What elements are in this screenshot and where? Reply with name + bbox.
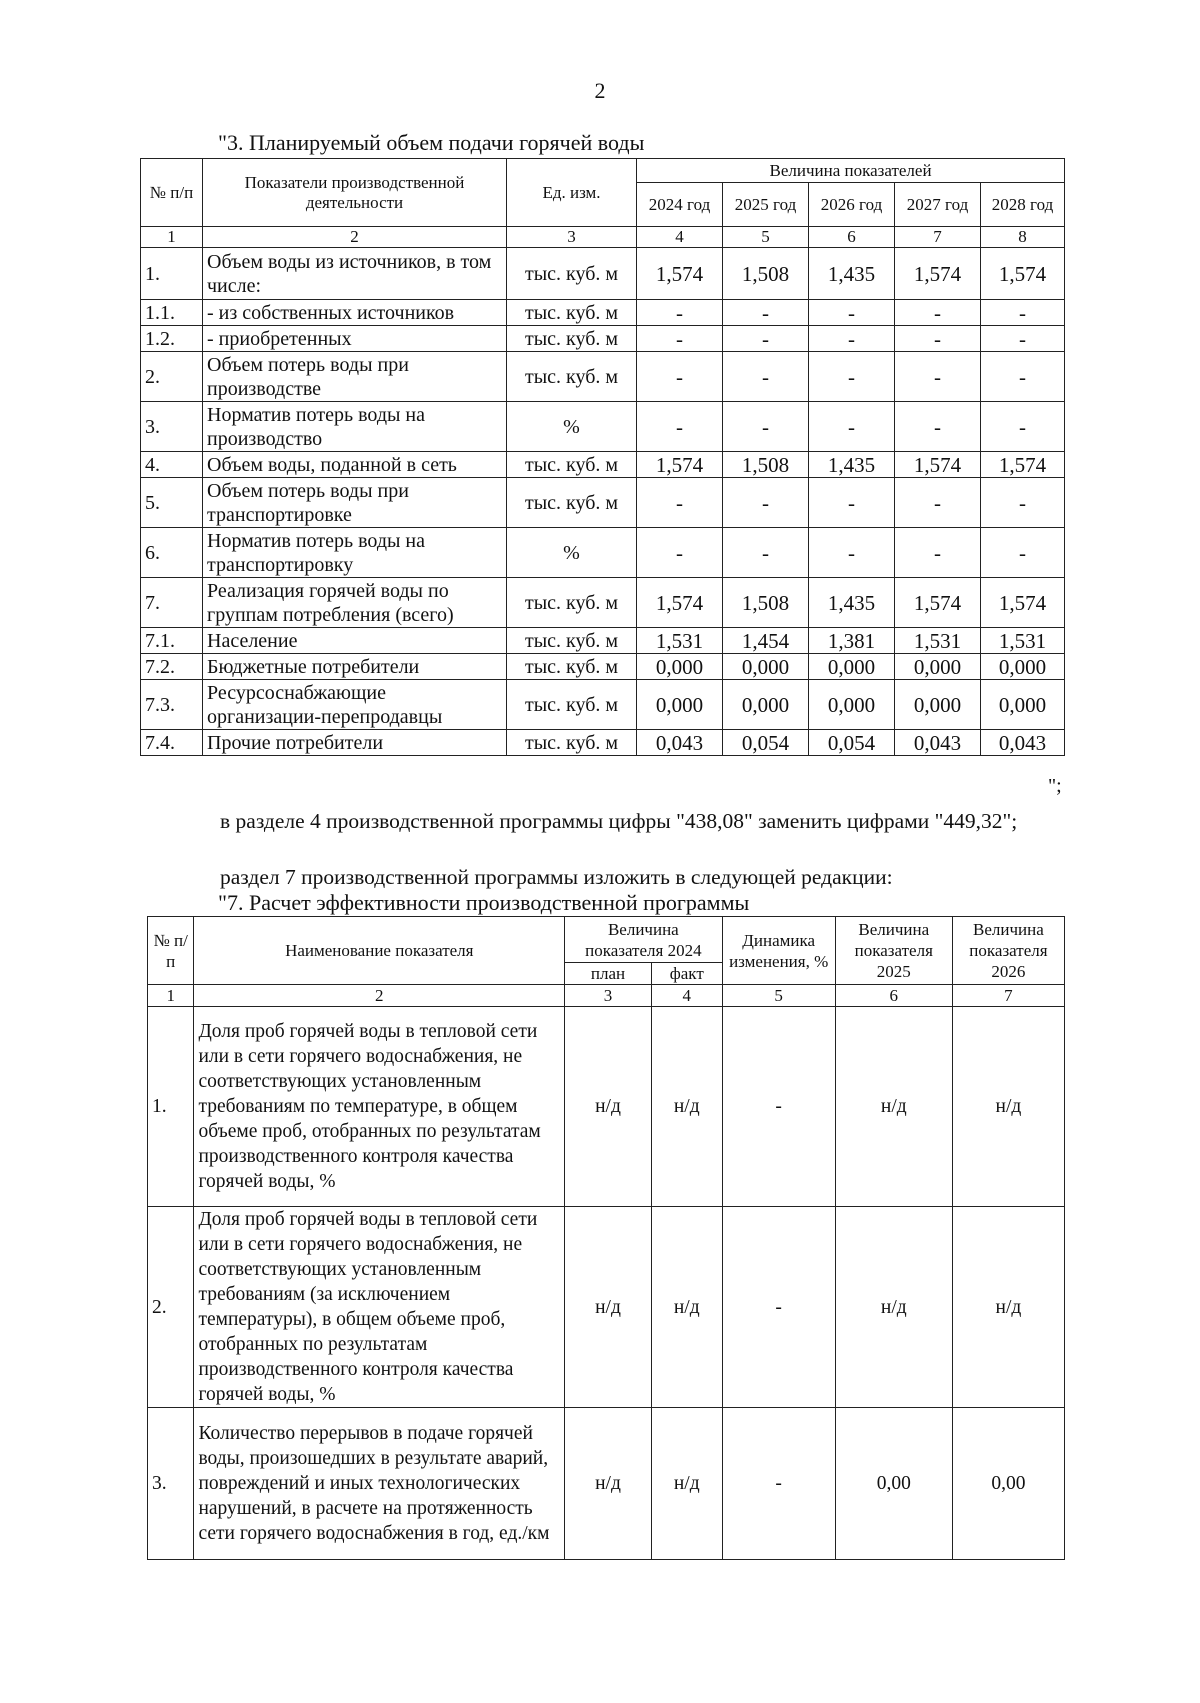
header-indicator: Показатели производственной деятельности [203,159,507,227]
header-name: Наименование показателя [194,917,565,985]
row-value: - [809,326,895,352]
table-row [141,478,1065,528]
row-value: - [981,478,1065,528]
row-value: - [723,478,809,528]
col-number: 2 [194,985,565,1007]
row-indicator-name: Реализация горячей воды по группам потребления (всего) [203,578,507,628]
row-number: 1.1. [141,300,203,326]
row-number: 7.3. [141,680,203,730]
row-indicator-name: Объем воды из источников, в том числе: [203,248,507,300]
row-value: - [895,478,981,528]
col-number: 6 [809,227,895,248]
row-number: 1.2. [141,326,203,352]
row-number: 6. [141,528,203,578]
row-value: - [981,528,1065,578]
table-row [141,528,1065,578]
row-unit: тыс. куб. м [507,452,637,478]
row-number: 3. [148,1408,194,1560]
table-row [141,300,1065,326]
row-plan: н/д [565,1408,652,1560]
col-number: 6 [835,985,952,1007]
row-value: - [637,352,723,402]
row-value: 1,508 [723,452,809,478]
row-value: - [723,402,809,452]
row-value: - [809,402,895,452]
table-row [141,654,1065,680]
col-number: 1 [141,227,203,248]
row-number: 5. [141,478,203,528]
row-unit: тыс. куб. м [507,478,637,528]
row-number: 7.2. [141,654,203,680]
row-value: 0,000 [637,680,723,730]
col-number: 5 [722,985,835,1007]
col-number: 7 [895,227,981,248]
row-value: - [895,402,981,452]
row-value: - [981,352,1065,402]
row-value: 0,054 [809,730,895,756]
col-number: 4 [651,985,722,1007]
row-value: 1,574 [637,248,723,300]
col-number: 2 [203,227,507,248]
row-number: 7.4. [141,730,203,756]
row-value-2025: н/д [835,1007,952,1207]
row-indicator-name: Ресурсоснабжающие организации-перепродавцы [203,680,507,730]
row-value: - [895,528,981,578]
row-indicator-name: Население [203,628,507,654]
row-value: - [895,352,981,402]
row-indicator-name: Объем воды, поданной в сеть [203,452,507,478]
row-value: 0,000 [895,680,981,730]
row-value: 0,054 [723,730,809,756]
row-value: 0,043 [895,730,981,756]
col-number: 4 [637,227,723,248]
page-number: 2 [594,78,606,103]
row-dynamics: - [722,1007,835,1207]
row-value: 0,000 [809,654,895,680]
row-unit: тыс. куб. м [507,300,637,326]
header-values-group: Величина показателей [637,159,1065,183]
header-dynamics: Динамика изменения, % [722,917,835,985]
row-number: 7. [141,578,203,628]
row-value-2025: н/д [835,1207,952,1408]
row-value: 1,574 [981,452,1065,478]
row-value: - [895,300,981,326]
table-row [148,1408,1065,1560]
row-number: 2. [141,352,203,402]
row-indicator-name: Бюджетные потребители [203,654,507,680]
header-unit: Ед. изм. [507,159,637,227]
header-num: № п/п [141,159,203,227]
row-value: 1,531 [895,628,981,654]
row-value: - [637,402,723,452]
row-value: - [723,352,809,402]
header-year: 2026 год [809,183,895,227]
row-fact: н/д [651,1007,722,1207]
row-number: 4. [141,452,203,478]
header-year: 2024 год [637,183,723,227]
row-value: - [809,478,895,528]
header-fact: факт [651,963,722,985]
row-indicator-name: Объем потерь воды при транспортировке [203,478,507,528]
row-indicator-name: - приобретенных [203,326,507,352]
row-value: 0,000 [981,680,1065,730]
table1-title: "3. Планируемый объем подачи горячей воды [218,130,645,155]
row-indicator-name: Норматив потерь воды на производство [203,402,507,452]
row-unit: тыс. куб. м [507,578,637,628]
row-value: 1,454 [723,628,809,654]
row-number: 1. [141,248,203,300]
col-number: 1 [148,985,194,1007]
table-row [141,578,1065,628]
row-value: - [637,326,723,352]
row-indicator-name: Доля проб горячей воды в тепловой сети или в сети горячего водоснабжения, не соответствующих установленным требованиям по температуре, в общем объеме проб, отобранных по результатам производственного контроля качества горячей воды, % [194,1007,565,1207]
table-row [141,352,1065,402]
row-value: 0,043 [981,730,1065,756]
table2-title: "7. Расчет эффективности производственной программы [218,890,750,915]
row-indicator-name: Количество перерывов в подаче горячей воды, произошедших в результате аварий, повреждений и иных технологических нарушений, в расчете на протяженность сети горячего водоснабжения в год, ед./км [194,1408,565,1560]
efficiency-table [147,916,1065,1560]
row-value: 0,000 [981,654,1065,680]
row-value: 1,508 [723,578,809,628]
header-plan: план [565,963,652,985]
row-indicator-name: Объем потерь воды при производстве [203,352,507,402]
row-value: 1,574 [895,578,981,628]
row-plan: н/д [565,1207,652,1408]
row-value: - [723,528,809,578]
table-row [141,628,1065,654]
header-year: 2027 год [895,183,981,227]
row-value-2026: н/д [952,1007,1064,1207]
row-value-2026: н/д [952,1207,1064,1408]
row-value: 1,435 [809,248,895,300]
row-plan: н/д [565,1007,652,1207]
row-value: 1,381 [809,628,895,654]
row-value: - [981,402,1065,452]
row-unit: % [507,402,637,452]
header-value-2025: Величина показателя 2025 [835,917,952,985]
row-value: 1,531 [981,628,1065,654]
table-row [141,248,1065,300]
row-value: - [981,326,1065,352]
row-value: - [723,326,809,352]
row-number: 1. [148,1007,194,1207]
row-unit: % [507,528,637,578]
row-value: 0,000 [809,680,895,730]
row-value-2025: 0,00 [835,1408,952,1560]
row-value: - [637,300,723,326]
row-value: 1,574 [981,578,1065,628]
row-value: 1,574 [637,452,723,478]
row-indicator-name: Норматив потерь воды на транспортировку [203,528,507,578]
row-number: 2. [148,1207,194,1408]
row-indicator-name: - из собственных источников [203,300,507,326]
row-value: 1,574 [637,578,723,628]
row-value: - [809,300,895,326]
row-fact: н/д [651,1207,722,1408]
header-num: № п/п [148,917,194,985]
header-year: 2028 год [981,183,1065,227]
paragraph-section7: раздел 7 производственной программы изложить в следующей редакции: [220,865,893,889]
row-value-2026: 0,00 [952,1408,1064,1560]
header-year: 2025 год [723,183,809,227]
row-unit: тыс. куб. м [507,352,637,402]
row-unit: тыс. куб. м [507,628,637,654]
row-value: 0,043 [637,730,723,756]
row-value: - [981,300,1065,326]
row-number: 3. [141,402,203,452]
col-number: 3 [565,985,652,1007]
table-row [141,402,1065,452]
table1-closing-mark: "; [1048,775,1062,797]
row-dynamics: - [722,1207,835,1408]
row-value: 1,508 [723,248,809,300]
col-number: 5 [723,227,809,248]
row-value: 1,574 [981,248,1065,300]
row-unit: тыс. куб. м [507,326,637,352]
row-unit: тыс. куб. м [507,248,637,300]
paragraph-section4: в разделе 4 производственной программы цифры "438,08" заменить цифрами "449,32"; [220,809,1018,833]
col-number: 8 [981,227,1065,248]
table-row [148,1007,1065,1207]
row-value: 0,000 [723,654,809,680]
row-value: - [637,478,723,528]
row-indicator-name: Прочие потребители [203,730,507,756]
row-value: 1,435 [809,578,895,628]
table-row [141,680,1065,730]
row-value: 1,531 [637,628,723,654]
hot-water-volume-table [140,158,1065,756]
row-unit: тыс. куб. м [507,730,637,756]
table-row [141,730,1065,756]
col-number: 3 [507,227,637,248]
row-unit: тыс. куб. м [507,654,637,680]
row-indicator-name: Доля проб горячей воды в тепловой сети или в сети горячего водоснабжения, не соответствующих установленным требованиям (за исключением температуры), в общем объеме проб, отобранных по результатам производственного контроля качества горячей воды, % [194,1207,565,1408]
table-row [148,1207,1065,1408]
row-value: - [637,528,723,578]
col-number: 7 [952,985,1064,1007]
row-fact: н/д [651,1408,722,1560]
row-value: - [895,326,981,352]
row-dynamics: - [722,1408,835,1560]
row-value: - [809,352,895,402]
row-value: 0,000 [637,654,723,680]
header-value-2026: Величина показателя 2026 [952,917,1064,985]
row-value: - [723,300,809,326]
table-row [141,452,1065,478]
row-value: 1,574 [895,248,981,300]
row-unit: тыс. куб. м [507,680,637,730]
row-value: 1,435 [809,452,895,478]
row-value: 1,574 [895,452,981,478]
row-value: 0,000 [723,680,809,730]
table-row [141,326,1065,352]
header-value-2024: Величина показателя 2024 [565,917,723,963]
row-value: - [809,528,895,578]
row-number: 7.1. [141,628,203,654]
row-value: 0,000 [895,654,981,680]
